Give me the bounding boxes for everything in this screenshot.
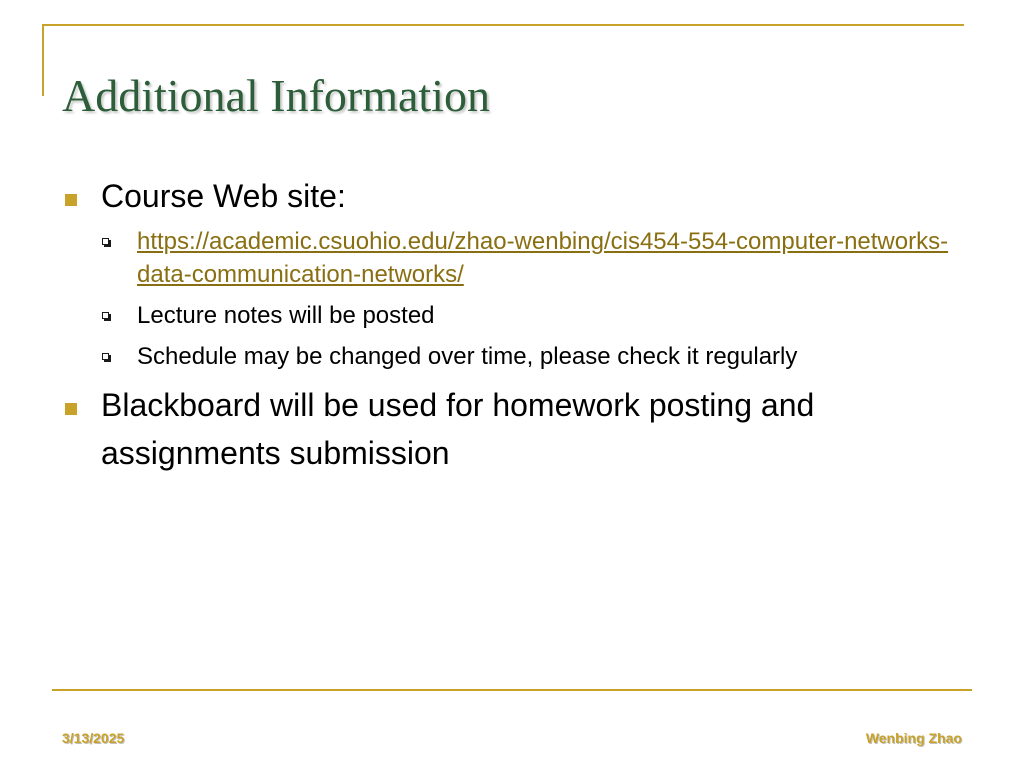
bullet-blackboard xyxy=(62,381,962,477)
slide-content xyxy=(62,172,962,477)
bullet-text: Course Web site: xyxy=(101,178,346,214)
sub-bullet-text: Schedule may be changed over time, please check it regularly xyxy=(137,343,798,370)
frame-top-line xyxy=(42,24,964,26)
footer-divider xyxy=(52,689,972,691)
course-url-link[interactable]: https://academic.csuohio.edu/zhao-wenbing/cis454-554-computer-networks-data-communication-networks/ xyxy=(137,228,949,288)
hollow-square-bullet-icon xyxy=(102,353,109,360)
sub-bullet-list xyxy=(62,225,962,373)
hollow-square-bullet-icon xyxy=(102,312,109,319)
sub-bullet-lecture-notes xyxy=(62,299,962,332)
sub-bullet-schedule xyxy=(62,340,962,373)
bullet-course-web-site xyxy=(62,172,962,220)
sub-bullet-text: Lecture notes will be posted xyxy=(137,302,435,329)
square-bullet-icon xyxy=(65,403,77,415)
sub-bullet-url xyxy=(62,225,962,291)
slide-title: Additional Information xyxy=(62,70,490,121)
hollow-square-bullet-icon xyxy=(102,238,109,245)
footer-author: Wenbing Zhao xyxy=(865,730,962,746)
footer-date: 3/13/2025 xyxy=(62,730,125,746)
square-bullet-icon xyxy=(65,194,77,206)
bullet-text: Blackboard will be used for homework posting and assignments submission xyxy=(101,387,815,471)
frame-left-line xyxy=(42,24,44,96)
